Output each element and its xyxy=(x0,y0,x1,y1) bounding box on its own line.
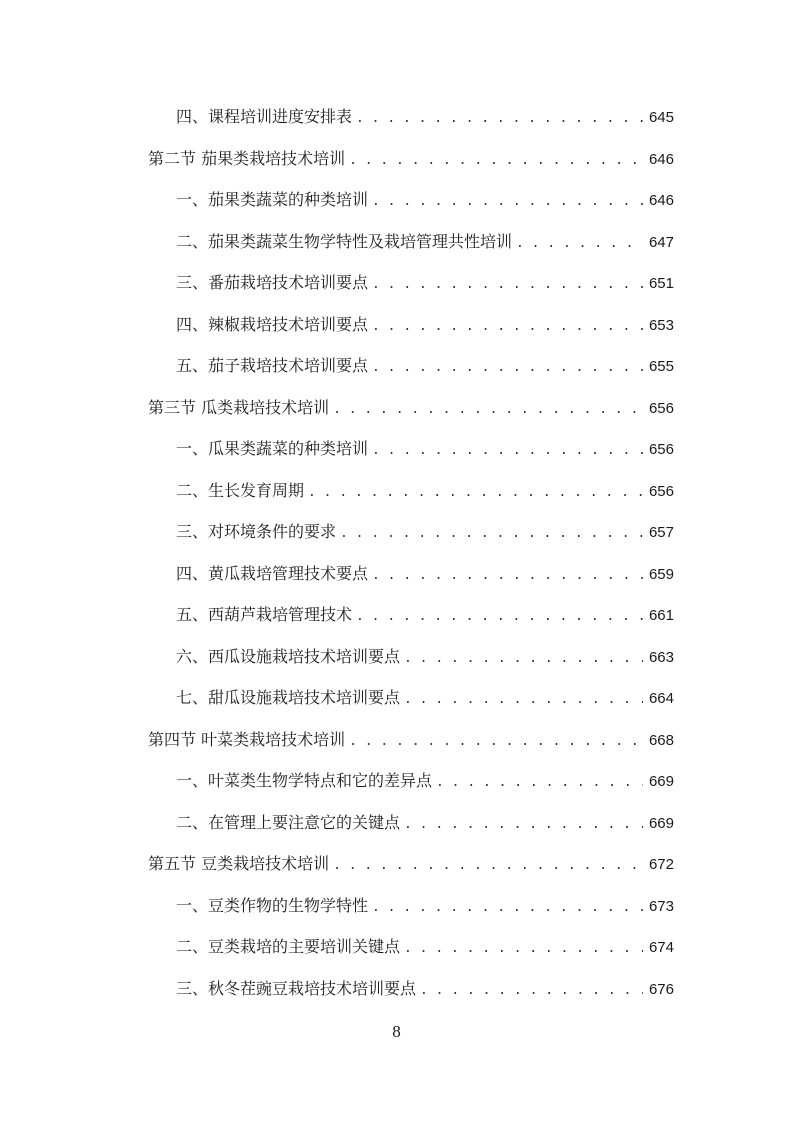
toc-entry[interactable] xyxy=(148,594,674,636)
toc-entry[interactable] xyxy=(148,179,674,221)
toc-entry-title: 一、豆类作物的生物学特性 xyxy=(176,895,369,915)
toc-entry-title: 六、西瓜设施栽培技术培训要点 xyxy=(176,646,401,666)
toc-entry-title: 二、生长发育周期 xyxy=(176,480,305,500)
toc-entry-page: 657 xyxy=(648,524,674,541)
toc-entry-page: 655 xyxy=(648,358,674,375)
toc-entry-page: 656 xyxy=(648,441,674,458)
toc-leader-dots xyxy=(404,804,643,846)
toc-leader-dots xyxy=(372,347,643,389)
toc-entry-page: 656 xyxy=(648,399,674,417)
toc-entry[interactable] xyxy=(148,677,674,719)
toc-entry-title: 四、辣椒栽培技术培训要点 xyxy=(176,314,369,334)
toc-entry-title: 三、番茄栽培技术培训要点 xyxy=(176,273,369,292)
toc-leader-dots xyxy=(420,970,643,1012)
toc-leader-dots xyxy=(372,430,643,472)
toc-entry-page: 656 xyxy=(648,482,674,500)
toc-entry-title: 三、秋冬茬豌豆栽培技术培训要点 xyxy=(176,978,417,998)
toc-leader-dots xyxy=(372,181,643,223)
toc-entry[interactable] xyxy=(148,926,674,968)
toc-leader-dots xyxy=(372,887,643,929)
toc-entry-page: 674 xyxy=(648,939,674,956)
toc-entry[interactable] xyxy=(148,553,674,595)
toc-leader-dots xyxy=(349,721,643,763)
toc-entry-title: 第二节 茄果类栽培技术培训 xyxy=(148,148,346,168)
toc-entry-title: 第五节 豆类栽培技术培训 xyxy=(148,854,330,873)
toc-entry[interactable] xyxy=(148,345,674,387)
toc-entry-page: 672 xyxy=(648,856,674,873)
toc-entry-page: 668 xyxy=(648,731,674,749)
toc-leader-dots xyxy=(516,223,643,265)
toc-section-entry[interactable] xyxy=(148,387,674,429)
toc-entry-page: 659 xyxy=(648,565,674,583)
toc-entry-page: 646 xyxy=(648,150,674,168)
toc-entry-page: 653 xyxy=(648,316,674,334)
toc-leader-dots xyxy=(404,679,643,721)
page-number: 8 xyxy=(392,1022,401,1041)
toc-leader-dots xyxy=(372,555,643,597)
toc-entry-page: 673 xyxy=(648,897,674,915)
toc-section-entry[interactable] xyxy=(148,719,674,761)
toc-entry-title: 一、叶菜类生物学特点和它的差异点 xyxy=(176,771,433,790)
toc-entry[interactable] xyxy=(148,470,674,512)
toc-entry-page: 663 xyxy=(648,648,674,666)
toc-leader-dots xyxy=(372,306,643,348)
toc-leader-dots xyxy=(356,98,643,140)
toc-leader-dots xyxy=(356,596,643,638)
toc-entry-title: 四、黄瓜栽培管理技术要点 xyxy=(176,563,369,583)
toc-entry[interactable] xyxy=(148,304,674,346)
toc-leader-dots xyxy=(333,845,643,887)
toc-leader-dots xyxy=(404,928,643,970)
toc-entry-page: 669 xyxy=(648,814,674,832)
toc-entry-title: 五、西葫芦栽培管理技术 xyxy=(176,605,353,624)
toc-section-entry[interactable] xyxy=(148,843,674,885)
table-of-contents xyxy=(148,96,674,1009)
toc-entry-title: 七、甜瓜设施栽培技术培训要点 xyxy=(176,688,401,707)
toc-leader-dots xyxy=(404,638,643,680)
toc-entry-page: 645 xyxy=(648,109,674,126)
toc-entry[interactable] xyxy=(148,802,674,844)
toc-entry[interactable] xyxy=(148,221,674,263)
toc-entry-page: 651 xyxy=(648,275,674,292)
toc-entry-title: 第三节 瓜类栽培技术培训 xyxy=(148,397,330,417)
toc-entry[interactable] xyxy=(148,96,674,138)
toc-leader-dots xyxy=(372,264,643,306)
toc-entry-page: 647 xyxy=(648,233,674,251)
toc-entry-page: 676 xyxy=(648,980,674,998)
toc-leader-dots xyxy=(308,472,643,514)
toc-entry-title: 四、课程培训进度安排表 xyxy=(176,107,353,126)
toc-entry-title: 一、茄果类蔬菜的种类培训 xyxy=(176,190,369,209)
toc-entry-title: 五、茄子栽培技术培训要点 xyxy=(176,356,369,375)
toc-entry[interactable] xyxy=(148,968,674,1010)
toc-entry-title: 二、豆类栽培的主要培训关键点 xyxy=(176,937,401,956)
toc-entry-title: 二、在管理上要注意它的关键点 xyxy=(176,812,401,832)
toc-entry-page: 669 xyxy=(648,773,674,790)
toc-entry-page: 661 xyxy=(648,607,674,624)
toc-entry[interactable] xyxy=(148,428,674,470)
toc-leader-dots xyxy=(349,140,643,182)
toc-entry[interactable] xyxy=(148,262,674,304)
toc-entry-title: 二、茄果类蔬菜生物学特性及栽培管理共性培训 xyxy=(176,231,513,251)
toc-entry-title: 第四节 叶菜类栽培技术培训 xyxy=(148,729,346,749)
toc-leader-dots xyxy=(436,762,643,804)
toc-entry[interactable] xyxy=(148,636,674,678)
toc-entry-title: 一、瓜果类蔬菜的种类培训 xyxy=(176,439,369,458)
toc-section-entry[interactable] xyxy=(148,138,674,180)
toc-entry-page: 646 xyxy=(648,192,674,209)
toc-entry[interactable] xyxy=(148,511,674,553)
toc-entry-title: 三、对环境条件的要求 xyxy=(176,522,337,541)
toc-entry-page: 664 xyxy=(648,690,674,707)
toc-leader-dots xyxy=(340,513,643,555)
toc-entry[interactable] xyxy=(148,760,674,802)
toc-entry[interactable] xyxy=(148,885,674,927)
toc-leader-dots xyxy=(333,389,643,431)
